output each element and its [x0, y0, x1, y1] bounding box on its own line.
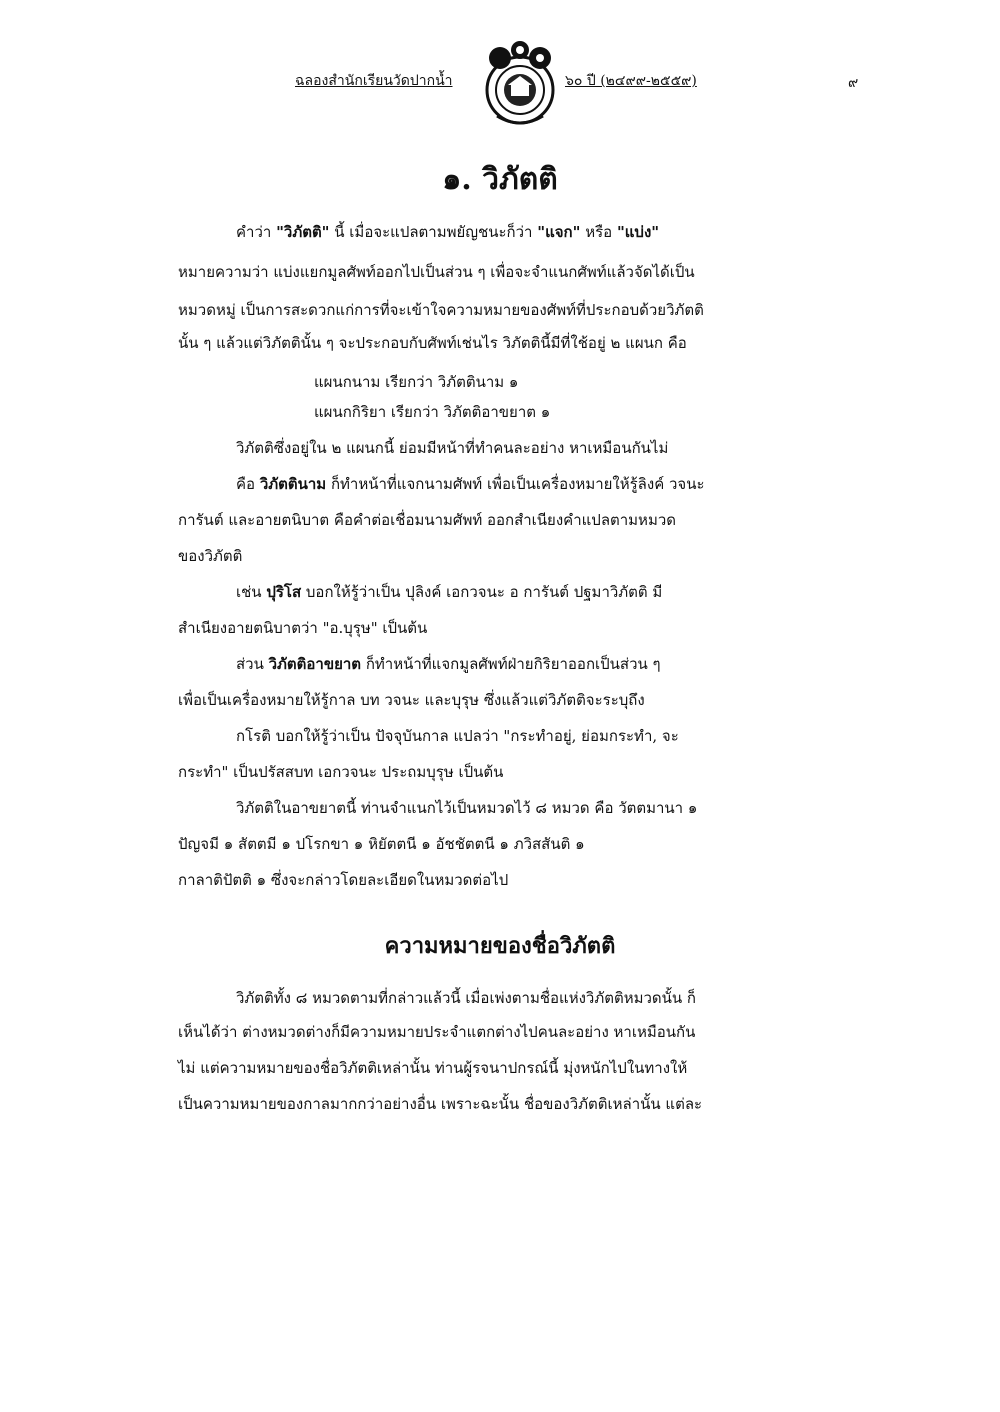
paragraph-line: เป็นความหมายของกาลมากกว่าอย่างอื่น เพราะฉะนั้น ชื่อของวิภัตติเหล่านั้น แต่ละ — [178, 1095, 703, 1113]
text-run: คำว่า — [236, 223, 277, 241]
paragraph-line — [236, 582, 662, 602]
chapter-title: ๑. วิภัตติ — [442, 162, 558, 197]
paragraph-line: วิภัตติซึ่งอยู่ใน ๒ แผนกนี้ ย่อมมีหน้าที่ทำคนละอย่าง หาเหมือนกันไม่ — [236, 439, 669, 457]
paragraph-line: หมายความว่า แบ่งแยกมูลศัพท์ออกไปเป็นส่วน ๆ เพื่อจะจำแนกศัพท์แล้วจัดได้เป็น — [178, 263, 695, 281]
term-vibhatti-akhyat: วิภัตติอาขยาต — [268, 655, 362, 673]
page-header — [250, 38, 870, 133]
text-run: ก็ทำหน้าที่แจกนามศัพท์ เพื่อเป็นเครื่องหมายให้รู้ลิงค์ วจนะ — [326, 475, 705, 493]
text-run: ก็ทำหน้าที่แจกมูลศัพท์ฝ่ายกิริยาออกเป็นส่วน ๆ — [361, 655, 661, 673]
paragraph-line: เพื่อเป็นเครื่องหมายให้รู้กาล บท วจนะ และบุรุษ ซึ่งแล้วแต่วิภัตติจะระบุถึง — [178, 691, 645, 709]
text-run: คือ — [236, 475, 260, 493]
section-title: ความหมายของชื่อวิภัตติ — [384, 933, 616, 959]
text-run: บอกให้รู้ว่าเป็น ปุลิงค์ เอกวจนะ อ การันต์ ปฐมาวิภัตติ มี — [301, 583, 663, 601]
paragraph-line: นั้น ๆ แล้วแต่วิภัตตินั้น ๆ จะประกอบกับศัพท์เช่นไร วิภัตตินี้มีที่ใช้อยู่ ๒ แผนก คือ — [178, 334, 687, 352]
paragraph-line — [236, 654, 661, 674]
paragraph-line: สำเนียงอายตนิบาตว่า "อ.บุรุษ" เป็นต้น — [178, 619, 428, 637]
text-run: หรือ — [580, 223, 617, 241]
paragraph-line: กาลาติปัตติ ๑ ซึ่งจะกล่าวโดยละเอียดในหมวดต่อไป — [178, 871, 509, 889]
paragraph-line: กโรติ บอกให้รู้ว่าเป็น ปัจจุบันกาล แปลว่า "กระทำอยู่, ย่อมกระทำ, จะ — [236, 727, 679, 745]
list-item: แผนกนาม เรียกว่า วิภัตตินาม ๑ — [314, 373, 519, 391]
text-run: เช่น — [236, 583, 267, 601]
list-item: แผนกกิริยา เรียกว่า วิภัตติอาขยาต ๑ — [314, 403, 551, 421]
term-puriso: ปุริโส — [266, 583, 302, 601]
paragraph-line — [236, 474, 705, 494]
header-years: ๖๐ ปี (๒๔๙๙-๒๕๕๙) — [565, 73, 697, 89]
page-number: ๙ — [848, 75, 859, 91]
paragraph-line: หมวดหมู่ เป็นการสะดวกแก่การที่จะเข้าใจความหมายของศัพท์ที่ประกอบด้วยวิภัตติ — [178, 301, 704, 319]
paragraph-line: เห็นได้ว่า ต่างหมวดต่างก็มีความหมายประจำแตกต่างไปคนละอย่าง หาเหมือนกัน — [178, 1023, 696, 1041]
paragraph-line: ไม่ แต่ความหมายของชื่อวิภัตติเหล่านั้น ท่านผู้รจนาปกรณ์นี้ มุ่งหนักไปในทางให้ — [178, 1059, 688, 1077]
term-jaek: "แจก" — [537, 223, 581, 241]
term-vibhatti: "วิภัตติ" — [276, 223, 330, 241]
paragraph-line: กระทำ" เป็นปรัสสบท เอกวจนะ ประถมบุรุษ เป็นต้น — [178, 763, 504, 781]
term-vibhatti-nam: วิภัตตินาม — [259, 475, 327, 493]
paragraph-line: ของวิภัตติ — [178, 547, 243, 565]
paragraph-line: การันต์ และอายตนิบาต คือคำต่อเชื่อมนามศัพท์ ออกสำเนียงคำแปลตามหมวด — [178, 511, 676, 529]
temple-seal-icon — [475, 38, 565, 128]
header-title: ฉลองสำนักเรียนวัดปากน้ำ — [295, 73, 453, 89]
paragraph-line: วิภัตติทั้ง ๘ หมวดตามที่กล่าวแล้วนี้ เมื่อเพ่งตามชื่อแห่งวิภัตติหมวดนั้น ก็ — [236, 989, 696, 1007]
paragraph-line: ปัญจมี ๑ สัตตมี ๑ ปโรกขา ๑ หิยัตตนี ๑ อัชชัตตนี ๑ ภวิสสันติ ๑ — [178, 835, 585, 853]
text-run: นี้ เมื่อจะแปลตามพยัญชนะก็ว่า — [329, 223, 538, 241]
text-run: ส่วน — [236, 655, 269, 673]
paragraph-line: วิภัตติในอาขยาตนี้ ท่านจำแนกไว้เป็นหมวดไว้ ๘ หมวด คือ วัตตมานา ๑ — [236, 799, 698, 817]
paragraph-line — [236, 222, 659, 242]
term-baeng: "แบ่ง" — [616, 223, 660, 241]
